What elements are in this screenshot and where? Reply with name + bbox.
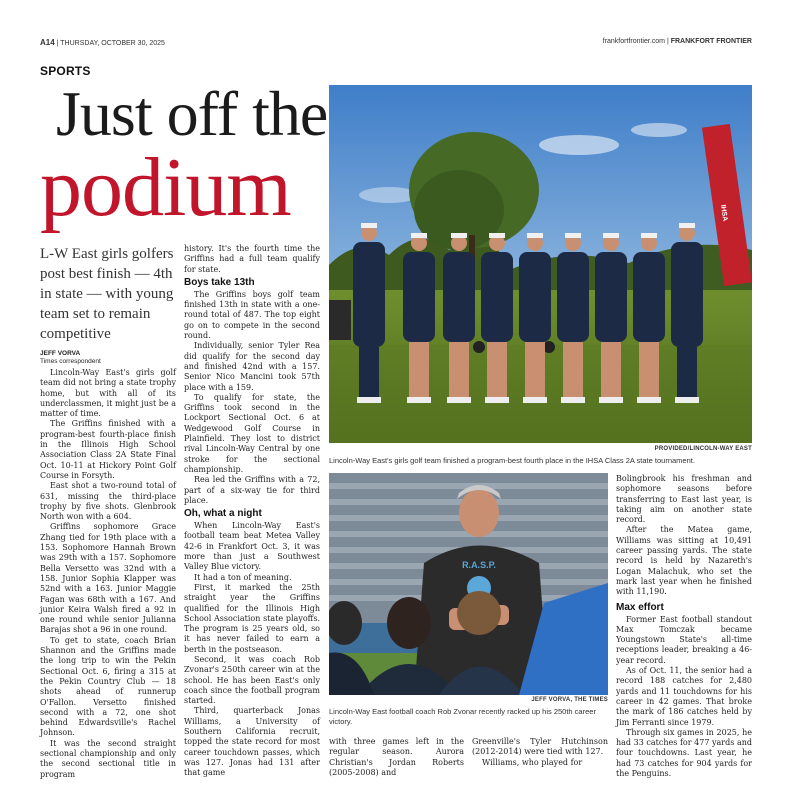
golfer-legs (449, 342, 469, 402)
byline-author: JEFF VORVA (40, 350, 81, 357)
col5-paragraph: As of Oct. 11, the senior had a record 188 catches for 2,480 yards and 11 touchdowns for his career in 42 games. That broke the mark of 186 catches held by Jim Ferranti since 1979. (616, 666, 752, 727)
golfer-cap (565, 233, 581, 238)
golfer-body (633, 252, 665, 342)
page-number: A14 (40, 38, 55, 47)
golfer-legs (409, 342, 429, 402)
col2-paragraph: Second, it was coach Rob Zvonar's 250th career win at the school. He has been East's only coach since the football program started. (184, 654, 320, 706)
col2-paragraph: Rea led the Griffins with a 72, part of a six-way tie for third place. (184, 475, 320, 505)
byline (40, 350, 180, 366)
subhead-max: Max effort (616, 601, 664, 613)
headline-line1: Just off the (56, 78, 328, 149)
golfer-shoes (637, 397, 661, 403)
golfer-body (481, 252, 513, 342)
golfer-shoes (357, 397, 381, 403)
col1-paragraph: It was the second straight sectional championship and only the second sectional title in program (40, 738, 176, 779)
col2-intro: history. It's the fourth time the Griffins had a full team qualify for state. (184, 244, 320, 274)
subhead-night: Oh, what a night (184, 508, 262, 520)
article-column-5 (616, 474, 752, 779)
golfer-shoes (599, 397, 623, 403)
golfer-shoes (407, 397, 431, 403)
headline-line2: podium (40, 141, 291, 234)
golfer-legs (525, 342, 545, 402)
golfer-body (671, 242, 703, 347)
col2-paragraph: First, it marked the 25th straight year the Griffins qualified for the Illinois High School Association state playoffs. The program is 25 years old, so it has never failed to earn a berth in the postseason. (184, 582, 320, 654)
golfer-shoes (485, 397, 509, 403)
golfer-shoes (675, 397, 699, 403)
golfer-body (557, 252, 589, 342)
col5-paragraph: Through six games in 2025, he had 33 catches for 477 yards and four touchdowns. Last year, he had 73 catches for 904 yards for the Penguins. (616, 727, 752, 779)
col2-paragraph: Third, quarterback Jonas Williams, a University of Southern California recruit, topped the state record for most career touchdown passes, which was 127. Jonas had 131 after that game (184, 706, 320, 778)
photo2-credit: JEFF VORVA, THE TIMES (531, 697, 608, 703)
deck: L-W East girls golfers post best finish — 4th in state — with young team set to remain competitive (40, 246, 174, 342)
byline-role: Times correspondent (40, 358, 101, 365)
photo1-credit: PROVIDED/LINCOLN-WAY EAST (654, 446, 752, 452)
col2-paragraph: When Lincoln-Way East's football team beat Metea Valley 42-6 in Frankfort Oct. 3, it was more than just a Southwest Valley Blue victory. (184, 521, 320, 572)
golfer-legs (359, 347, 379, 397)
col2-paragraph: Individually, senior Tyler Rea did qualify for the second day and finished 42nd with a 157. Senior Nico Mancini took 57th place with a 159. (184, 341, 320, 392)
article-column-1 (40, 368, 176, 780)
article-column-3 (329, 737, 464, 778)
col5-paragraph: Bolingbrook his freshman and sophomore seasons before transferring to East last year, is taking aim on another state record. (616, 474, 752, 525)
col2-paragraph: It had a ton of meaning. (194, 572, 292, 582)
paper-info: frankfortfrontier.com | FRANKFORT FRONTIER (602, 38, 752, 45)
golfer-legs (639, 342, 659, 402)
article-column-2 (184, 244, 320, 779)
golfer-legs (677, 347, 697, 397)
subhead-boys: Boys take 13th (184, 276, 255, 288)
col1-paragraph: Griffins sophomore Grace Zhang tied for 19th place with a 153. Sophomore Hannah Brown was 29th with a 157. Sophomore Bella Versetto was 32nd with a 158. Junior Sophia Klapper was 52nd with a 163. Junior Maggie Fagan was 68th with a 167. And junior Keira Walsh fired a 92 in one round while senior Julianna Barajas shot a 96 in one round. (40, 522, 176, 635)
col3-text: with three games left in the regular season. Aurora Christian's Jordan Roberts (2005-2008) and (329, 737, 464, 777)
col4-text-2: Williams, who played for (482, 757, 583, 767)
golfer-body (595, 252, 627, 342)
col2-paragraph: To qualify for state, the Griffins took second in the Lockport Sectional Oct. 6 at Wedgewood Golf Course in Plainfield. They lost to district rival Lincoln-Way Central by one stroke for the sectional championship. (184, 392, 320, 474)
ihsa-banner-text: IHSA (719, 204, 729, 222)
golfer-body (519, 252, 551, 342)
golf-team-photo (329, 85, 752, 443)
coach-shirt-text: R.A.S.P. (462, 560, 496, 570)
site-url[interactable]: frankfortfrontier.com (602, 38, 665, 45)
section-label: SPORTS (40, 64, 91, 78)
golfer-cap (489, 233, 505, 238)
page-date: THURSDAY, OCTOBER 30, 2025 (60, 40, 165, 47)
golfer-legs (563, 342, 583, 402)
coach-image (329, 473, 608, 695)
golfer-shoes (447, 397, 471, 403)
page-info: A14 | THURSDAY, OCTOBER 30, 2025 (40, 38, 165, 47)
golfer-cap (451, 233, 467, 238)
golfer-cap (603, 233, 619, 238)
golfer-cap (527, 233, 543, 238)
golfer-shoes (561, 397, 585, 403)
golfer-legs (487, 342, 507, 402)
col1-paragraph: To get to state, coach Brian Shannon and the Griffins made the long trip to win the Pekin Sectional Oct. 6, firing a 315 at the Pekin Country Club — 18 shots ahead of runnerup O'Fallon. Versetto finished second with a 72, one shot behind Edwardsville's Rachel Johnson. (40, 635, 176, 738)
col1-paragraph: East shot a two-round total of 631, missing the third-place trophy by five shots. Glenbrook North won with a 604. (40, 481, 176, 522)
photo1-caption: Lincoln-Way East's girls golf team finished a program-best fourth place in the IHSA Class 2A state tournament. (329, 456, 695, 465)
golfer-shoes (523, 397, 547, 403)
golfer-cap (641, 233, 657, 238)
page-header (40, 38, 752, 50)
golfer-body (353, 242, 385, 347)
golfer-cap (679, 223, 695, 228)
coach-photo (329, 473, 608, 695)
col1-paragraph: Lincoln-Way East's girls golf team did not bring a state trophy home, but with all of its underclassmen, it might just be a matter of time. (40, 368, 176, 419)
col1-paragraph: The Griffins finished with a program-best fourth-place finish in the Illinois High School Association Class 2A State Final Oct. 10-11 at Hickory Point Golf Course in Forsyth. (40, 419, 176, 480)
golf-team-image (329, 85, 752, 443)
col5-paragraph: Former East football standout Max Tomczak became Youngstown State's all-time receptions leader, breaking a 46-year record. (616, 614, 752, 665)
col2-paragraph: The Griffins boys golf team finished 13th in state with a one-round total of 487. The top eight go on to compete in the second round. (184, 289, 320, 341)
golfer-cap (411, 233, 427, 238)
golfer-body (403, 252, 435, 342)
photo2-caption: Lincoln-Way East football coach Rob Zvonar recently racked up his 250th career victory. (329, 707, 596, 726)
golfer-body (443, 252, 475, 342)
col5-paragraph: After the Matea game, Williams was sitting at 10,491 career passing yards. The state record is held by Nazareth's Logan Malachuk, who set the mark last year when he finished with 11,190. (616, 525, 752, 597)
col4-text: Greenville's Tyler Hutchinson (2012-2014) were tied with 127. (472, 737, 608, 757)
paper-name: FRANKFORT FRONTIER (670, 38, 752, 45)
golfer-cap (361, 223, 377, 228)
article-column-4 (472, 737, 608, 768)
golfer-legs (601, 342, 621, 402)
